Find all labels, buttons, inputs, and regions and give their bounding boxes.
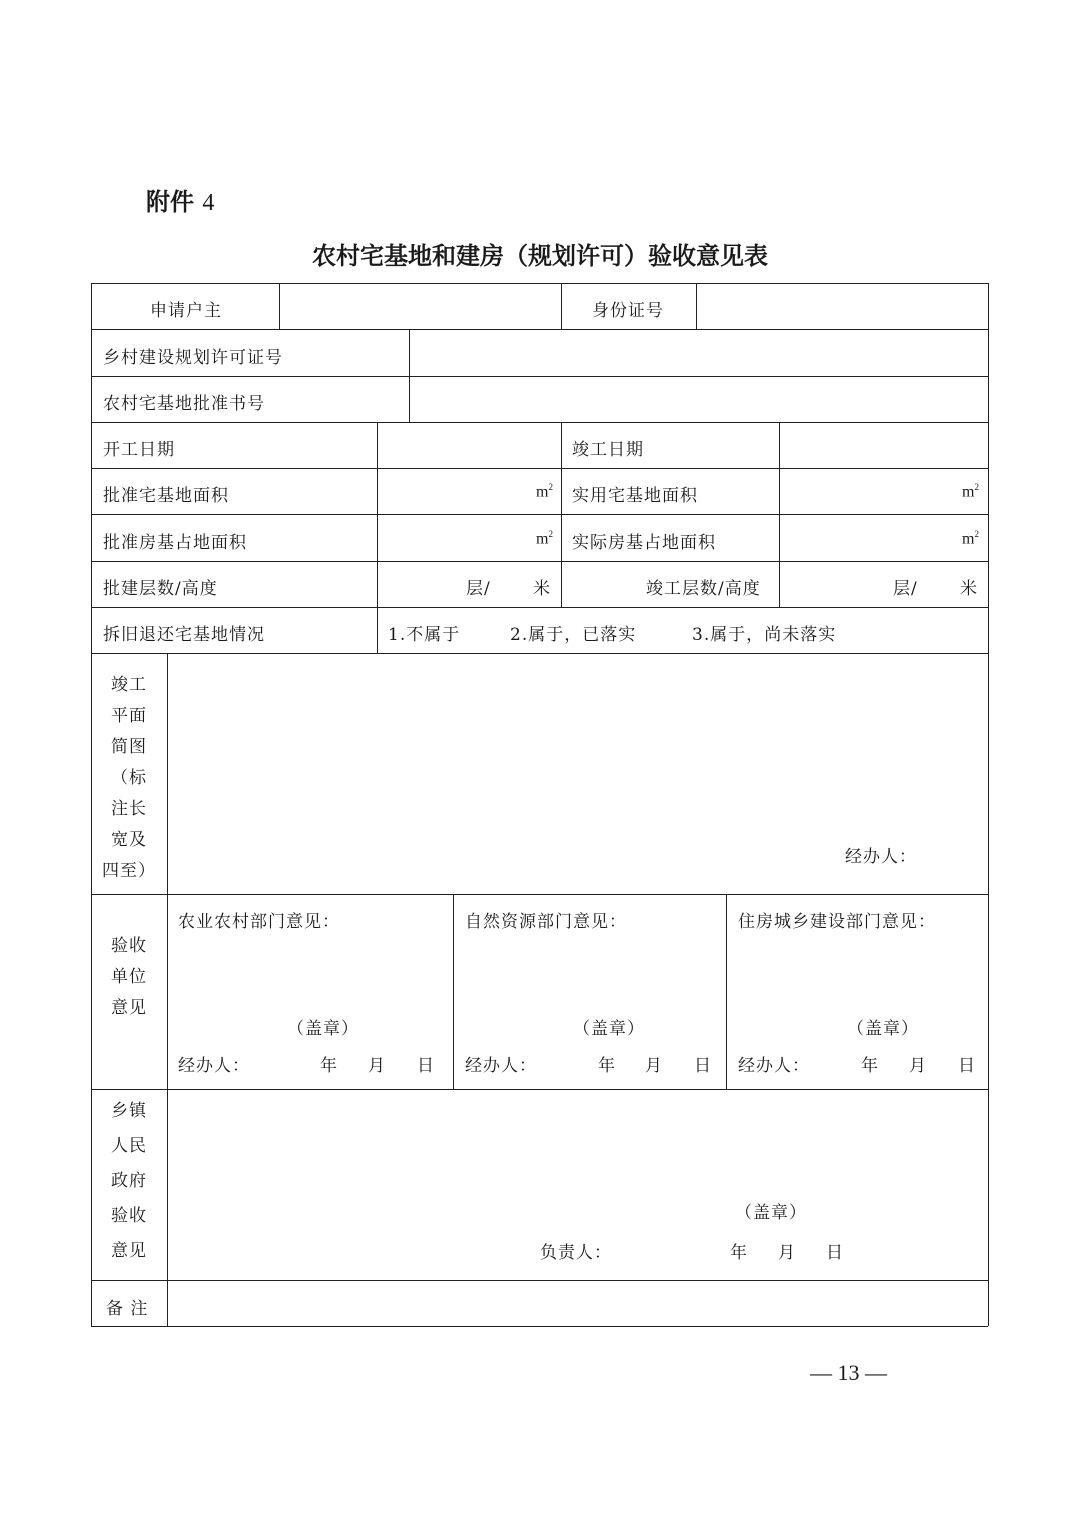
year-label: 年	[320, 1056, 338, 1076]
demolition-status-label: 拆旧退还宅基地情况	[103, 625, 265, 645]
approval-number-label: 农村宅基地批准书号	[103, 394, 265, 414]
attachment-label	[146, 182, 214, 217]
table-rule	[91, 607, 988, 608]
seal-label: （盖章）	[287, 1019, 359, 1039]
seal-label: （盖章）	[573, 1019, 645, 1039]
option-not-applicable: 1.不属于	[388, 625, 461, 645]
page-number: — 13 —	[810, 1360, 887, 1385]
area-unit: $m^2$	[962, 482, 979, 501]
actual-homestead-area-label: 实用宅基地面积	[572, 486, 698, 506]
table-rule	[91, 514, 988, 515]
table-rule	[279, 283, 280, 329]
month-label: 月	[368, 1056, 386, 1076]
township-acceptance-label: 乡镇 人民 政府 验收 意见	[111, 1101, 147, 1261]
responsible-person-label: 负责人：	[540, 1243, 612, 1263]
handler-label: 经办人：	[465, 1056, 537, 1076]
table-border-top	[91, 283, 988, 284]
month-label: 月	[909, 1056, 927, 1076]
actual-footprint-label: 实际房基占地面积	[572, 533, 716, 553]
attachment-word: 附件	[146, 188, 194, 216]
area-unit: $m^2$	[962, 529, 979, 548]
table-rule	[91, 422, 988, 423]
table-rule	[561, 283, 562, 329]
option-implemented: 2.属于，已落实	[510, 625, 637, 645]
remarks-label: 备 注	[106, 1299, 149, 1319]
table-rule	[91, 561, 988, 562]
area-unit: $m^2$	[536, 482, 553, 501]
area-unit: $m^2$	[536, 529, 553, 548]
handler-label: 经办人：	[178, 1056, 250, 1076]
natural-resources-dept-opinion: 自然资源部门意见：	[465, 912, 627, 932]
handler-label: 经办人：	[738, 1056, 810, 1076]
plan-handler-label: 经办人：	[845, 847, 917, 867]
table-rule	[91, 653, 988, 654]
table-rule	[91, 376, 988, 377]
year-label: 年	[598, 1056, 616, 1076]
table-rule	[377, 422, 378, 653]
approved-homestead-area-label: 批准宅基地面积	[103, 486, 229, 506]
table-border-bottom	[91, 1326, 988, 1327]
year-label: 年	[730, 1243, 748, 1263]
table-rule	[726, 894, 727, 1089]
id-number-label: 身份证号	[592, 301, 664, 321]
table-rule	[91, 1280, 988, 1281]
approved-footprint-label: 批准房基占地面积	[103, 533, 247, 553]
option-not-implemented: 3.属于，尚未落实	[692, 625, 837, 645]
form-title: 农村宅基地和建房（规划许可）验收意见表	[312, 242, 768, 270]
table-border-right	[988, 283, 989, 1326]
completion-date-label: 竣工日期	[572, 440, 644, 460]
month-label: 月	[645, 1056, 663, 1076]
table-rule	[91, 894, 988, 895]
applicant-label: 申请户主	[150, 301, 222, 321]
table-rule	[453, 894, 454, 1089]
table-border-left	[91, 283, 92, 1326]
table-rule	[167, 653, 168, 1326]
seal-label: （盖章）	[847, 1019, 919, 1039]
table-rule	[779, 422, 780, 607]
completed-floors-label: 竣工层数/高度	[646, 579, 761, 599]
table-rule	[696, 283, 697, 329]
approved-floors-label: 批建层数/高度	[103, 579, 218, 599]
plan-sketch-label: 竣工 平面 简图 （标 注长 宽及 四至）	[102, 675, 156, 881]
agriculture-dept-opinion: 农业农村部门意见：	[178, 912, 340, 932]
table-rule	[561, 422, 562, 607]
table-rule	[91, 468, 988, 469]
table-rule	[409, 329, 410, 422]
start-date-label: 开工日期	[103, 440, 175, 460]
year-label: 年	[861, 1056, 879, 1076]
township-seal-label: （盖章）	[735, 1203, 807, 1223]
day-label: 日	[694, 1056, 712, 1076]
day-label: 日	[417, 1056, 435, 1076]
day-label: 日	[826, 1243, 844, 1263]
floor-unit: 层/	[466, 579, 491, 599]
housing-dept-opinion: 住房城乡建设部门意见：	[738, 912, 936, 932]
floor-unit: 层/	[893, 579, 918, 599]
table-rule	[91, 329, 988, 330]
table-rule	[91, 1089, 988, 1090]
height-unit: 米	[533, 579, 551, 599]
day-label: 日	[958, 1056, 976, 1076]
permit-number-label: 乡村建设规划许可证号	[103, 348, 283, 368]
month-label: 月	[778, 1243, 796, 1263]
height-unit: 米	[960, 579, 978, 599]
attachment-number: 4	[202, 190, 215, 216]
acceptance-unit-label: 验收 单位 意见	[111, 936, 147, 1018]
